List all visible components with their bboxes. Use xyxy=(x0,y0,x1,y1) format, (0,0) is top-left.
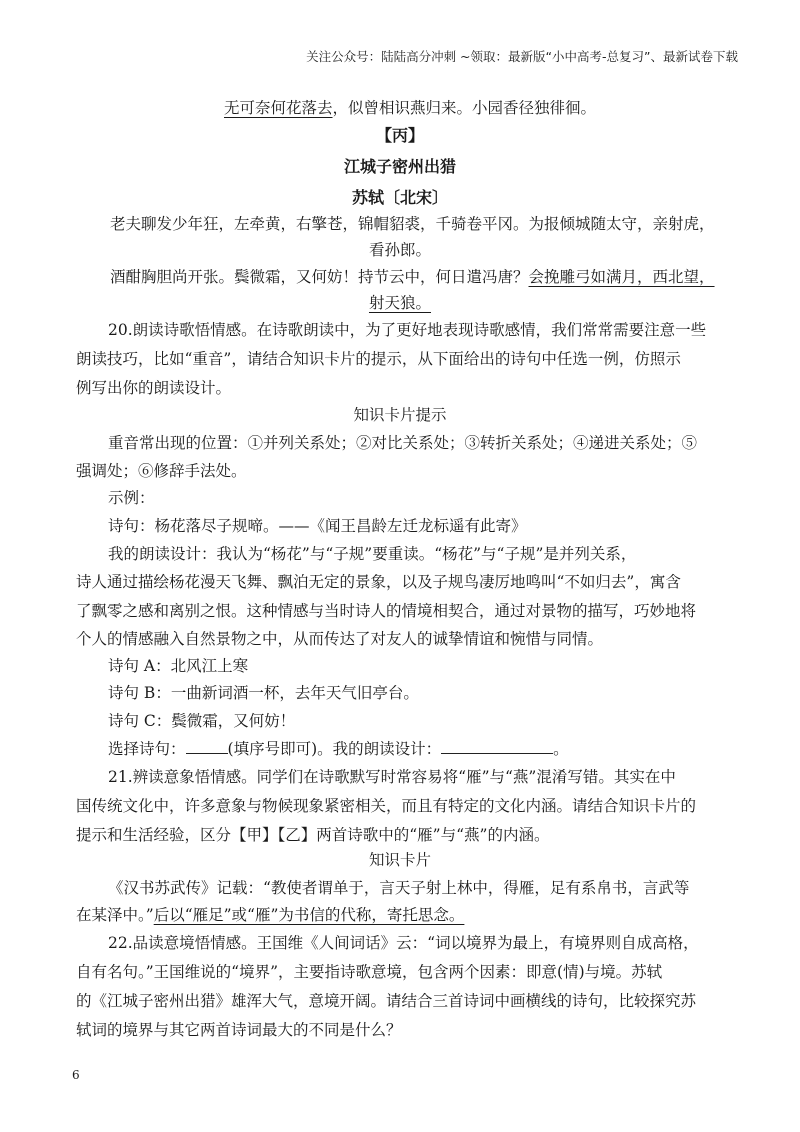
poem-bing-line-1: 老夫聊发少年狂，左牵黄，右擎苍，锦帽貂裘，千骑卷平冈。为报倾城随太守，亲射虎， xyxy=(110,215,715,233)
q22-text-3: 的《江城子密州出猎》雄浑大气，意境开阔。请结合三首诗词中画横线的诗句，比较探究苏 xyxy=(76,992,697,1010)
poem-bing-line-4: 射天狼。 xyxy=(368,294,431,312)
answer-label: 选择诗句： xyxy=(108,740,186,758)
q20-text-2: 朗读技巧，比如“重音”，请结合知识卡片的提示，从下面给出的诗句中任选一例，仿照示 xyxy=(76,350,681,368)
poem-bing-label: 【丙】 xyxy=(375,126,424,145)
q20-option-a: 诗句 A：北风江上寒 xyxy=(108,657,249,675)
q22-text-1: 22.品读意境悟情感。王国维《人间词话》云：“词以境界为最上，有境界则自成高格， xyxy=(108,934,699,952)
q20-card-line-1: 重音常出现的位置：①并列关系处；②对比关系处；③转折关系处；④递进关系处；⑤ xyxy=(108,434,698,452)
answer-end: 。 xyxy=(553,740,569,758)
q20-card-line-2: 强调处；⑥修辞手法处。 xyxy=(76,462,247,480)
q20-text-1: 20.朗读诗歌悟情感。在诗歌朗读中，为了更好地表现诗歌感情，我们常常需要注意一些 xyxy=(108,321,707,339)
q20-design-4: 个人的情感融入自然景物之中，从而传达了对友人的诚挚情谊和惋惜与同情。 xyxy=(76,630,604,648)
poem-choice-blank[interactable] xyxy=(186,738,228,754)
poem-bing-title: 江城子密州出猎 xyxy=(343,157,456,176)
q21-text-1: 21.辨读意象悟情感。同学们在诗歌默写时常容易将“雁”与“燕”混淆写错。其实在中 xyxy=(108,768,676,786)
underlined-card-text: 后以“雁足”或“雁”为书信的代称，寄托思念。 xyxy=(153,906,465,924)
poem-yi-last-line xyxy=(224,97,596,119)
card-text: 在某泽中。” xyxy=(76,906,154,924)
q20-option-b: 诗句 B：一曲新词酒一杯，去年天气旧亭台。 xyxy=(108,684,419,702)
q22-text-4: 轼词的境界与其它两首诗词最大的不同是什么？ xyxy=(76,1021,402,1039)
q20-card-title: 知识卡片提示 xyxy=(353,406,447,424)
q20-text-3: 例写出你的朗读设计。 xyxy=(76,379,232,397)
poem-bing-author: 苏轼〔北宋〕 xyxy=(351,188,448,207)
verse-text: 酒酣胸胆尚开张。鬓微霜，又何妨！持节云中，何日遣冯唐？ xyxy=(110,268,529,286)
underlined-verse: 无可奈何花落去 xyxy=(224,99,333,117)
q21-text-2: 国传统文化中，许多意象与物候现象紧密相关，而且有特定的文化内涵。请结合知识卡片的 xyxy=(76,797,697,815)
poem-bing-line-3 xyxy=(110,266,715,288)
q20-example-line: 诗句：杨花落尽子规啼。——《闻王昌龄左迁龙标遥有此寄》 xyxy=(108,517,527,535)
q20-design-3: 了飘零之感和离别之恨。这种情感与当时诗人的情境相契合，通过对景物的描写，巧妙地将 xyxy=(76,602,697,620)
underlined-verse: 会挽雕弓如满月，西北望， xyxy=(528,268,715,286)
reading-design-blank[interactable] xyxy=(441,738,553,754)
q21-card-line-2 xyxy=(76,904,464,926)
q20-design-1: 我的朗读设计：我认为“杨花”与“子规”要重读。“杨花”与“子规”是并列关系， xyxy=(108,545,637,563)
q22-text-2: 自有名句。”王国维说的“境界”，主要指诗歌意境，包含两个因素：即意(情)与境。苏轼 xyxy=(76,963,663,981)
page-number: 6 xyxy=(72,1068,80,1082)
page-header: 关注公众号：陆陆高分冲刺 ~领取：最新版“小中高考-总复习”、最新试卷下载 xyxy=(306,49,738,64)
q20-answer-line xyxy=(108,738,569,760)
q21-text-3: 提示和生活经验，区分【甲】【乙】两首诗歌中的“雁”与“燕”的内涵。 xyxy=(76,826,550,844)
verse-text: ，似曾相识燕归来。小园香径独徘徊。 xyxy=(332,99,597,117)
q20-design-2: 诗人通过描绘杨花漫天飞舞、飘泊无定的景象，以及子规鸟凄厉地鸣叫“不如归去”，寓含 xyxy=(76,573,681,591)
q21-card-title: 知识卡片 xyxy=(368,851,431,869)
poem-bing-line-2: 看孙郎。 xyxy=(368,241,431,259)
q21-card-line-1: 《汉书苏武传》记载：“教使者谓单于，言天子射上林中，得雁，足有系帛书，言武等 xyxy=(108,879,690,897)
q20-option-c: 诗句 C：鬓微霜，又何妨！ xyxy=(108,712,296,730)
q20-example-label: 示例： xyxy=(108,489,155,507)
answer-label: (填序号即可)。我的朗读设计： xyxy=(227,740,442,758)
